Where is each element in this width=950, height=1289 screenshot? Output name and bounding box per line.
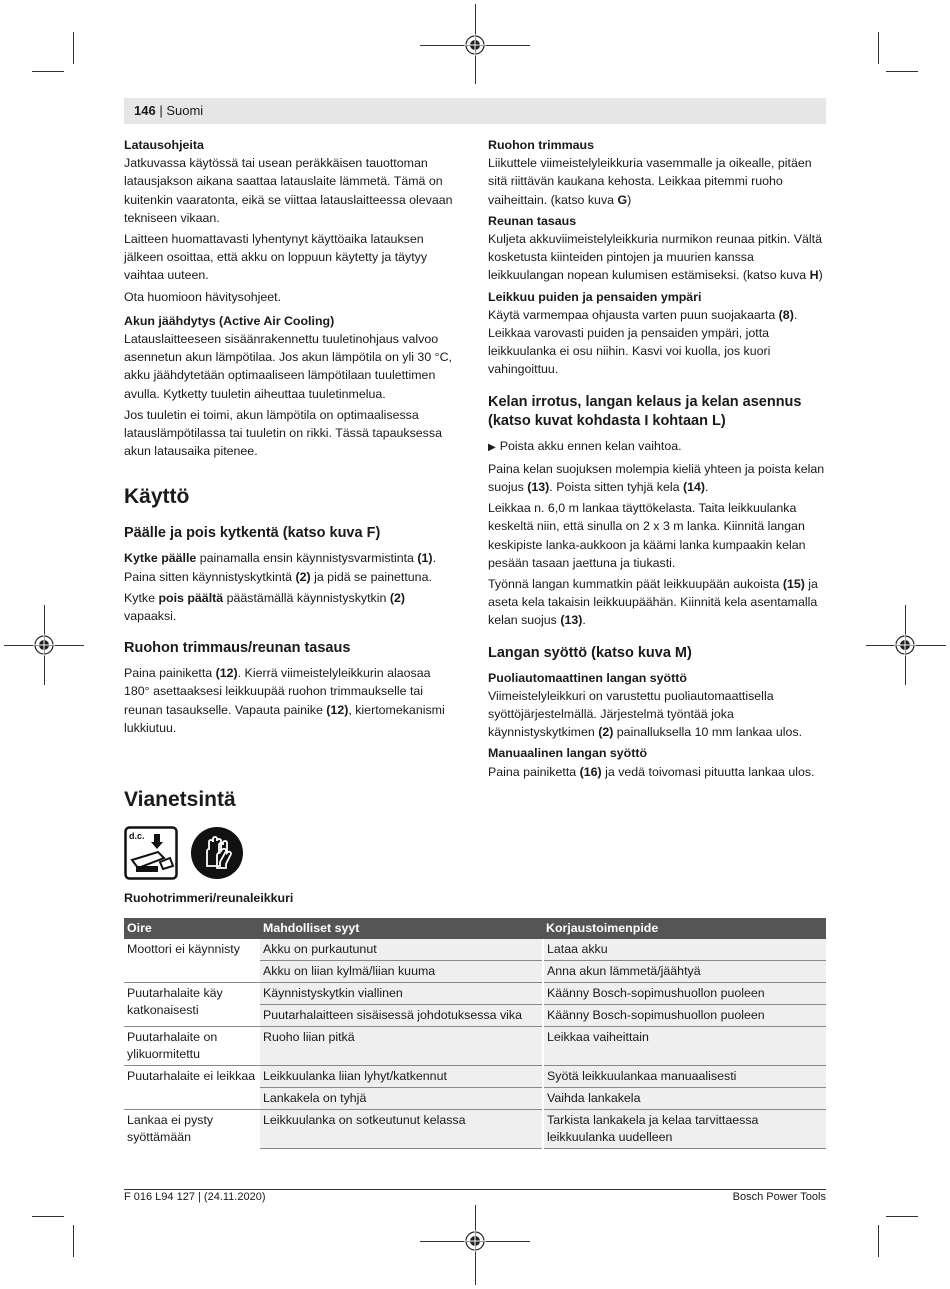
trimming-p-c: ) bbox=[627, 192, 632, 207]
onoff-p1-d: . Paina sitten käynnistyskytkintä bbox=[124, 551, 437, 584]
footer-divider bbox=[124, 1189, 826, 1190]
trim-edge-p-a: Paina painiketta bbox=[124, 666, 216, 681]
fix-cell: Käänny Bosch-sopimushuollon puoleen bbox=[543, 1005, 826, 1027]
spool-p3 bbox=[488, 575, 826, 630]
trimming-p-a: Liikuttele viimeistelyleikkuria vasemmalle ja oikealle, pitäen sitä riittävän kaukana kehosta. Leikkaa pitemmi ruoho vaiheittain. (katso kuva bbox=[488, 156, 812, 207]
trim-edge-p-c: . Kierrä viimeistelyleikkurin alaosaa 180° asettaaksesi leikkuupää ruohon trimmaukselle tai reunan tasaukselle. Vapauta painike bbox=[124, 666, 431, 717]
spool-step-text: Poista akku ennen kelan vaihtoa. bbox=[499, 438, 682, 453]
crop-mark bbox=[878, 32, 879, 64]
onoff-p1-c: (1) bbox=[417, 551, 433, 566]
onoff-p2-d: (2) bbox=[389, 590, 405, 605]
onoff-p1-a: Kytke päälle bbox=[124, 551, 197, 566]
table-caption: Ruohotrimmeri/reunaleikkuri bbox=[124, 891, 294, 905]
page-header: 146 | Suomi bbox=[134, 103, 204, 118]
symptom-cell: Moottori ei käynnisty bbox=[124, 939, 260, 961]
trim-edge-p-d: (12) bbox=[326, 702, 349, 717]
trees-p-c: . Leikkaa varovasti puiden ja pensaiden ympäri, jotta leikkuulanka ei osu niihin. Kasvi voi kuolla, jos kuori vahingoittuu. bbox=[488, 307, 798, 377]
spool-p1-b: (13) bbox=[527, 480, 550, 495]
registration-mark-icon bbox=[33, 634, 55, 656]
footer-brand: Bosch Power Tools bbox=[732, 1191, 826, 1203]
trim-edge-p-e: , kiertomekanismi lukkiutuu. bbox=[124, 702, 445, 735]
right-column bbox=[488, 136, 826, 784]
footer-doc-id: F 016 L94 127 | (24.11.2020) bbox=[124, 1191, 266, 1203]
cause-cell: Akku on purkautunut bbox=[260, 939, 543, 961]
table-row bbox=[124, 1027, 826, 1066]
semi-title: Puoliautomaattinen langan syöttö bbox=[488, 670, 687, 685]
spool-p1-d: (14) bbox=[682, 480, 705, 495]
symptom-cell bbox=[124, 961, 260, 983]
page-number: 146 bbox=[134, 103, 156, 118]
onoff-p2-b: pois päältä bbox=[158, 590, 224, 605]
fix-cell: Leikkaa vaiheittain bbox=[543, 1027, 826, 1066]
fix-cell: Vaihda lankakela bbox=[543, 1088, 826, 1110]
manual-p bbox=[488, 763, 826, 781]
onoff-p1-b: painamalla ensin käynnistysvarmistinta bbox=[196, 551, 418, 566]
edging-title: Reunan tasaus bbox=[488, 213, 577, 228]
registration-mark-icon bbox=[464, 1230, 486, 1252]
table-row bbox=[124, 1066, 826, 1088]
symptom-cell: Puutarhalaite ei leikkaa bbox=[124, 1066, 260, 1110]
onoff-p2 bbox=[124, 589, 456, 625]
feed-title: Langan syöttö (katso kuva M) bbox=[488, 644, 692, 661]
trimming-p-b: G bbox=[617, 192, 628, 207]
triangle-right-icon: ▶ bbox=[488, 441, 496, 453]
table-row bbox=[124, 961, 826, 983]
semi-p-b: (2) bbox=[598, 725, 614, 740]
crop-mark bbox=[32, 1216, 64, 1217]
cause-cell: Leikkuulanka on sotkeutunut kelassa bbox=[260, 1110, 543, 1149]
table-row bbox=[124, 939, 826, 961]
symptom-cell: Puutarhalaite käy katkonaisesti bbox=[124, 983, 260, 1027]
charging-tips-title: Latausohjeita bbox=[124, 138, 204, 152]
troubleshooting-title: Vianetsintä bbox=[124, 788, 236, 811]
table-header-row bbox=[124, 918, 826, 939]
cooling-p1: Latauslaitteeseen sisäänrakennettu tuuletinohjaus valvoo asennetun akun lämpötilaa. Jos akun lämpötila on yli 30 °C, akku jäähdytetään optimaaliseen lämpötilaan tuulettimen avulla. Kytketty tuuletin aiheuttaa tuuletinmelua. bbox=[124, 332, 452, 401]
manual-p-a: Paina painiketta bbox=[488, 764, 580, 779]
symptom-cell: Lankaa ei pysty syöttämään bbox=[124, 1110, 260, 1149]
crop-mark bbox=[886, 1216, 918, 1217]
cooling-p2: Jos tuuletin ei toimi, akun lämpötila on optimaalisessa latauslämpötilassa tai tuuletin on rikki. Tässä tapauksessa akun latausaika pitenee. bbox=[124, 407, 442, 459]
gloves-icon bbox=[190, 826, 244, 880]
table-row bbox=[124, 1110, 826, 1149]
fix-cell: Tarkista lankakela ja kelaa tarvittaessa leikkuulanka uudelleen bbox=[543, 1110, 826, 1149]
icon-dc-label: d.c. bbox=[129, 831, 145, 841]
header-cause: Mahdolliset syyt bbox=[260, 918, 543, 939]
spool-p3-d: (13) bbox=[560, 613, 583, 628]
trimming-p bbox=[488, 154, 826, 209]
manual-p-b: (16) bbox=[579, 764, 602, 779]
cause-cell: Akku on liian kylmä/liian kuuma bbox=[260, 961, 543, 983]
spool-p3-c: ja aseta kela takaisin leikkuupäähän. Kiinnitä kela asentamalla kelan suojus bbox=[488, 577, 818, 628]
charging-tips-p3: Ota huomioon hävitysohjeet. bbox=[124, 289, 282, 304]
registration-mark-icon bbox=[464, 34, 486, 56]
spool-step bbox=[488, 437, 826, 457]
crop-mark bbox=[886, 71, 918, 72]
spool-title: Kelan irrotus, langan kelaus ja kelan asennus (katso kuvat kohdasta I kohtaan L) bbox=[488, 393, 802, 429]
page-header-bar bbox=[124, 98, 826, 124]
semi-p bbox=[488, 687, 826, 742]
spool-p3-e: . bbox=[582, 613, 586, 628]
edging-p-b: H bbox=[809, 268, 819, 283]
semi-p-c: painalluksella 10 mm lankaa ulos. bbox=[613, 725, 803, 740]
onoff-p1-f: ja pidä se painettuna. bbox=[310, 569, 432, 584]
fix-cell: Anna akun lämmetä/jäähtyä bbox=[543, 961, 826, 983]
cause-cell: Ruoho liian pitkä bbox=[260, 1027, 543, 1066]
left-column bbox=[124, 136, 456, 740]
cause-cell: Käynnistyskytkin viallinen bbox=[260, 983, 543, 1005]
onoff-p2-c: päästämällä käynnistyskytkin bbox=[223, 590, 390, 605]
spool-p1-a: Paina kelan suojuksen molempia kieliä yhteen ja poista kelan suojus bbox=[488, 461, 825, 495]
operation-title: Käyttö bbox=[124, 485, 190, 509]
cooling-title: Akun jäähdytys (Active Air Cooling) bbox=[124, 313, 335, 328]
edging-p-c: ) bbox=[818, 268, 823, 283]
spool-p3-a: Työnnä langan kummatkin päät leikkuupään aukoista bbox=[488, 577, 783, 592]
fix-cell: Lataa akku bbox=[543, 939, 826, 961]
crop-mark bbox=[32, 71, 64, 72]
edging-p-a: Kuljeta akkuviimeistelyleikkuria nurmikon reunaa pitkin. Vältä kosketusta kiinteiden pintojen ja muurien kanssa leikkuulangan nopean kulumisen estämiseksi. (katso kuva bbox=[488, 232, 823, 283]
registration-mark-icon bbox=[894, 634, 916, 656]
crop-mark bbox=[878, 1225, 879, 1257]
charging-tips-p2: Laitteen huomattavasti lyhentynyt käyttöaika latauksen jälkeen osoittaa, että akku on loppuun käytetty ja täytyy vaihtaa uuteen. bbox=[124, 232, 428, 283]
charging-tips-p1: Jatkuvassa käytössä tai usean peräkkäisen tauottoman latausjakson aikana saattaa latauslaite lämmetä. Tämä on kuitenkin vaaratonta, eikä se viittaa latauslaitteessa olevaan tekniseen vikaan. bbox=[124, 156, 453, 225]
spool-p1-e: . bbox=[704, 480, 709, 495]
header-symptom: Oire bbox=[124, 918, 260, 939]
trim-edge-p-b: (12) bbox=[215, 666, 238, 681]
cause-cell: Puutarhalaitteen sisäisessä johdotuksessa vika bbox=[260, 1005, 543, 1027]
trees-p bbox=[488, 306, 826, 379]
edging-p bbox=[488, 230, 826, 285]
crop-mark bbox=[73, 32, 74, 64]
trim-edge-p bbox=[124, 664, 456, 737]
table-row bbox=[124, 983, 826, 1005]
trees-p-a: Käytä varmempaa ohjausta varten puun suojakaarta bbox=[488, 307, 779, 322]
symptom-cell: Puutarhalaite on ylikuormitettu bbox=[124, 1027, 260, 1066]
troubleshooting-table bbox=[124, 918, 826, 1149]
page-language: Suomi bbox=[166, 103, 204, 118]
trees-p-b: (8) bbox=[778, 307, 794, 322]
trees-title: Leikkuu puiden ja pensaiden ympäri bbox=[488, 289, 702, 304]
onoff-p1 bbox=[124, 549, 456, 585]
manual-title: Manuaalinen langan syöttö bbox=[488, 746, 648, 761]
crop-mark bbox=[73, 1225, 74, 1257]
onoff-p2-a: Kytke bbox=[124, 590, 159, 605]
fix-cell: Syötä leikkuulankaa manuaalisesti bbox=[543, 1066, 826, 1088]
cause-cell: Lankakela on tyhjä bbox=[260, 1088, 543, 1110]
cause-cell: Leikkuulanka liian lyhyt/katkennut bbox=[260, 1066, 543, 1088]
manual-p-c: ja vedä toivomasi pituutta lankaa ulos. bbox=[601, 764, 815, 779]
spool-p1 bbox=[488, 460, 826, 496]
onoff-title: Päälle ja pois kytkentä (katso kuva F) bbox=[124, 525, 381, 542]
header-fix: Korjaustoimenpide bbox=[543, 918, 826, 939]
spool-p2: Leikkaa n. 6,0 m lankaa täyttökelasta. Taita leikkuulanka keskeltä niin, että sinulla on 2 x 3 m lanka. Kiinnitä langan keskipiste lanka-aukkoon ja käämi lanka kumpaakin kelan pesään tasaan jaettuna ja tiukasti. bbox=[488, 501, 806, 570]
onoff-p2-e: vapaaksi. bbox=[124, 609, 177, 624]
trim-edge-title: Ruohon trimmaus/reunan tasaus bbox=[124, 640, 351, 657]
onoff-p1-e: (2) bbox=[295, 569, 311, 584]
fix-cell: Käänny Bosch-sopimushuollon puoleen bbox=[543, 983, 826, 1005]
trimming-title: Ruohon trimmaus bbox=[488, 138, 595, 152]
spool-p1-c: . Poista sitten tyhjä kela bbox=[549, 480, 683, 495]
semi-p-a: Viimeistelyleikkuri on varustettu puoliautomaattisella syöttöjärjestelmällä. Järjestelmä työntää joka käynnistyskytkimen bbox=[488, 688, 774, 740]
spool-p3-b: (15) bbox=[782, 577, 805, 592]
battery-remove-icon bbox=[124, 826, 178, 880]
